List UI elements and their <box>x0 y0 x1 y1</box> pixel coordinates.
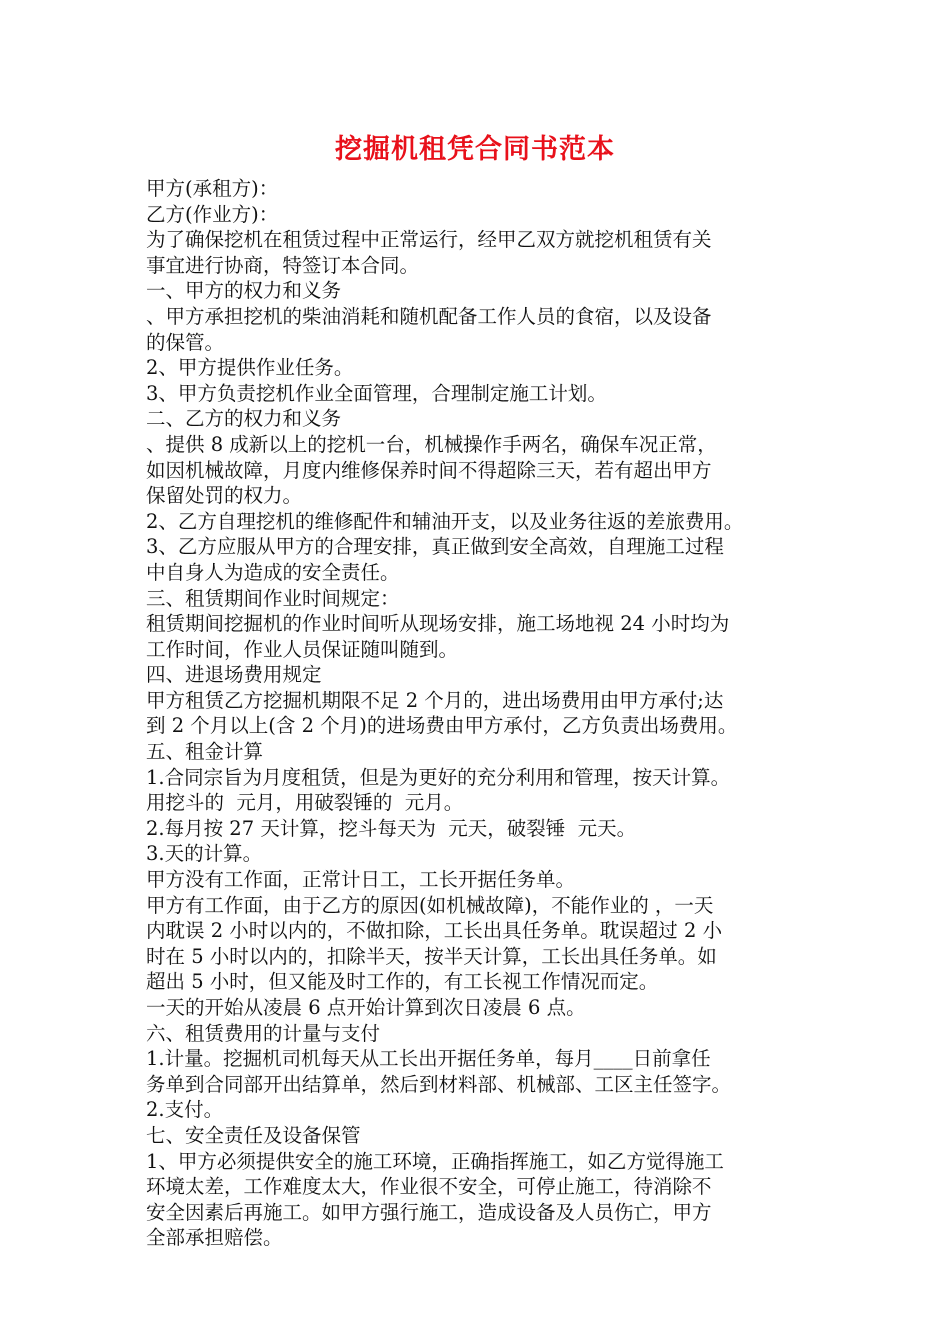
text-line: 三、租赁期间作业时间规定： <box>146 586 400 610</box>
text-line: 1.计量。挖掘机司机每天从工长出开据任务单，每月____日前拿任 <box>146 1047 711 1071</box>
text-line: 为了确保挖机在租赁过程中正常运行，经甲乙双方就挖机租赁有关 <box>146 228 712 252</box>
text-line: 2.支付。 <box>146 1098 224 1122</box>
text-line: 租赁期间挖掘机的作业时间听从现场安排，施工场地视 24 小时均为 <box>146 612 730 636</box>
text-line: 全部承担赔偿。 <box>146 1226 283 1250</box>
text-line: 一天的开始从凌晨 6 点开始计算到次日凌晨 6 点。 <box>146 996 586 1019</box>
text-line: 、提供 8 成新以上的挖机一台，机械操作手两名，确保车况正常， <box>146 432 717 456</box>
text-line: 3、甲方负责挖机作业全面管理，合理制定施工计划。 <box>146 381 607 405</box>
text-line: 务单到合同部开出结算单，然后到材料部、机械部、工区主任签字。 <box>146 1072 732 1096</box>
text-line: 事宜进行协商，特签订本合同。 <box>146 253 420 277</box>
text-line: 六、租赁费用的计量与支付 <box>146 1021 381 1045</box>
text-line: 甲方租赁乙方挖掘机期限不足 2 个月的，进出场费用由甲方承付;达 <box>146 688 724 712</box>
text-line: 1.合同宗旨为月度租赁，但是为更好的充分利用和管理，按天计算。 <box>146 765 731 789</box>
text-line: 七、安全责任及设备保管 <box>146 1123 361 1147</box>
text-line: 2、甲方提供作业任务。 <box>146 356 354 380</box>
text-line: 二、乙方的权力和义务 <box>146 407 342 431</box>
text-line: 甲方(承租方)： <box>146 177 279 200</box>
text-line: 保留处罚的权力。 <box>146 484 303 508</box>
text-line: 甲方有工作面，由于乙方的原因(如机械故障)，不能作业的 ，一天 <box>146 893 714 917</box>
text-line: 乙方(作业方)： <box>146 202 279 226</box>
text-line: 1、甲方必须提供安全的施工环境，正确指挥施工，如乙方觉得施工 <box>146 1149 724 1173</box>
text-line: 工作时间，作业人员保证随叫随到。 <box>146 637 459 661</box>
text-line: 的保管。 <box>146 330 225 354</box>
text-line: 、甲方承担挖机的柴油消耗和随机配备工作人员的食宿，以及设备 <box>146 304 712 328</box>
text-line: 内耽误 2 小时以内的，不做扣除，工长出具任务单。耽误超过 2 小 <box>146 919 723 943</box>
text-line: 中自身人为造成的安全责任。 <box>146 560 400 584</box>
text-line: 3、乙方应服从甲方的合理安排，真正做到安全高效，自理施工过程 <box>146 535 724 559</box>
text-line: 2、乙方自理挖机的维修配件和辅油开支，以及业务往返的差旅费用。 <box>146 509 744 533</box>
text-line: 一、甲方的权力和义务 <box>146 279 342 303</box>
text-line: 如因机械故障，月度内维修保养时间不得超除三天，若有超出甲方 <box>146 458 712 482</box>
text-line: 用挖斗的 元月，用破裂锤的 元月。 <box>146 791 464 815</box>
text-line: 四、进退场费用规定 <box>146 663 322 687</box>
text-line: 安全因素后再施工。如甲方强行施工，造成设备及人员伤亡，甲方 <box>146 1200 712 1224</box>
text-line: 五、租金计算 <box>146 740 264 764</box>
document-title: 挖掘机租凭合同书范本 <box>335 134 615 165</box>
text-line: 时在 5 小时以内的，扣除半天，按半天计算，工长出具任务单。如 <box>146 944 717 968</box>
text-line: 环境太差，工作难度太大，作业很不安全，可停止施工，待消除不 <box>146 1175 712 1199</box>
text-line: 3.天的计算。 <box>146 842 263 866</box>
text-line: 超出 5 小时，但又能及时工作的，有工长视工作情况而定。 <box>146 970 659 994</box>
text-line: 2.每月按 27 天计算，挖斗每天为 元天，破裂锤 元天。 <box>146 816 637 840</box>
text-line: 甲方没有工作面，正常计日工，工长开据任务单。 <box>146 868 576 892</box>
document-body <box>146 176 826 1251</box>
text-line: 到 2 个月以上(含 2 个月)的进场费由甲方承付，乙方负责出场费用。 <box>146 714 738 738</box>
